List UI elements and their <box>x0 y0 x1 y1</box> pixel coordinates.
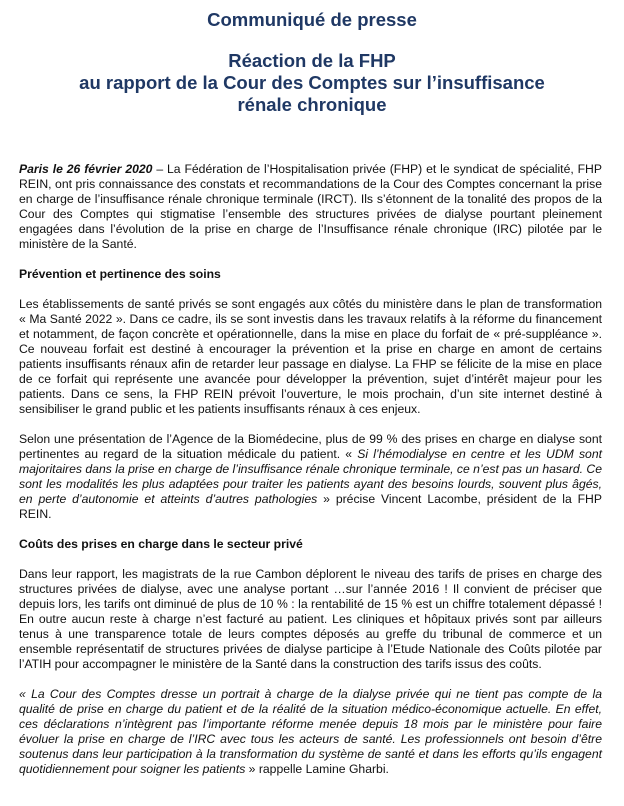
prevention-paragraph-1: Les établissements de santé privés se sont engagés aux côtés du ministère dans le plan de transformation « Ma Santé 2022 ». Dans ce cadre, ils se sont investis dans les travaux relatifs à la réforme du financement et notamment, de façon concrète et opérationnelle, dans la mise en place du forfait de « pré-suppléance ». Ce nouveau forfait est destiné à encourager la prévention et la prise en charge en amont de certains patients insuffisants rénaux afin de retarder leur passage en dialyse. La FHP se félicite de la mise en place de ce forfait qui représente une avancée pour développer la prévention, sujet d’intérêt majeur pour les patients. Dans ce sens, la FHP REIN prévoit l’ouverture, le mois prochain, d’un site internet destiné à sensibiliser le grand public et les patients insuffisants rénaux à ces enjeux. <box>19 297 602 416</box>
prevention-paragraph-2 <box>19 432 602 522</box>
lacombe-attribution: » précise Vincent Lacombe, président de la FHP REIN. <box>19 492 602 521</box>
headline-line-1: Réaction de la FHP <box>228 50 396 71</box>
section-heading-prevention: Prévention et pertinence des soins <box>19 267 221 281</box>
intro-text: – La Fédération de l’Hospitalisation privée (FHP) et le syndicat de spécialité, FHP REIN, ont pris connaissance des constats et recommandations de la Cour des Comptes concernant la prise en charge de l’insuffisance rénale chronique terminale (IRCT). Ils s’étonnent de la tonalité des propos de la Cour des Comptes qui stigmatise l’ensemble des structures privées de dialyse pourtant pleinement engagées dans l’évolution de la prise en charge de l’Insuffisance rénale chronique (IRC) pilotée par le ministère de la Santé. <box>19 162 602 251</box>
headline-line-2: au rapport de la Cour des Comptes sur l’insuffisance <box>79 72 545 93</box>
headline <box>0 50 624 116</box>
document-header <box>0 9 624 116</box>
document-label: Communiqué de presse <box>207 9 417 30</box>
dateline: Paris le 26 février 2020 <box>19 162 153 176</box>
prevention-p2-text: Selon une présentation de l’Agence de la Biomédecine, plus de 99 % des prises en charge en dialyse sont pertinentes au regard de la situation médicale du patient. « <box>19 432 602 461</box>
costs-paragraph-2 <box>19 687 602 777</box>
costs-paragraph-1: Dans leur rapport, les magistrats de la rue Cambon déplorent le niveau des tarifs de prises en charge des structures privées de dialyse, avec une analyse portant …sur l’année 2016 ! Il convient de préciser que depuis lors, les tarifs ont diminué de plus de 10 % : la rentabilité de 15 % est un chiffre totalement dépassé ! En outre aucun reste à charge n’est facturé au patient. Les cliniques et hôpitaux privés sont par ailleurs tenus à une transparence totale de leurs comptes déposés au greffe du tribunal de commerce et un ensemble représentatif de structures privées de dialyse participe à l’Etude Nationale des Coûts pilotée par l’ATIH pour accompagner le ministère de la Santé dans la construction des tarifs issus des coûts. <box>19 567 602 671</box>
document-body <box>19 162 602 777</box>
lacombe-quote: Si l’hémodialyse en centre et les UDM sont majoritaires dans la prise en charge de l’insuffisance rénale chronique terminale, ce n’est pas un hasard. Ce sont les modalités les plus adaptées pour traiter les patients ayant des besoins lourds, souvent plus âgés, en perte d’autonomie et atteints d’autres pathologies <box>19 447 602 506</box>
intro-paragraph <box>19 162 602 252</box>
section-heading-costs: Coûts des prises en charge dans le secteur privé <box>19 537 303 551</box>
gharbi-attribution: » rappelle Lamine Gharbi. <box>245 762 389 776</box>
gharbi-quote: « La Cour des Comptes dresse un portrait à charge de la dialyse privée qui ne tient pas compte de la qualité de prise en charge du patient et de la réalité de la situation médico-économique actuelle. En effet, ces déclarations n’intègrent pas l’importante réforme menée depuis 18 mois par le ministère pour faire évoluer la prise en charge de l’IRC avec tous les acteurs de santé. Les professionnels ont besoin d’être soutenus dans leur participation à la transformation du système de santé et dans les efforts qu’ils engagent quotidiennement pour soigner les patients <box>19 687 602 776</box>
headline-line-3: rénale chronique <box>237 94 387 115</box>
